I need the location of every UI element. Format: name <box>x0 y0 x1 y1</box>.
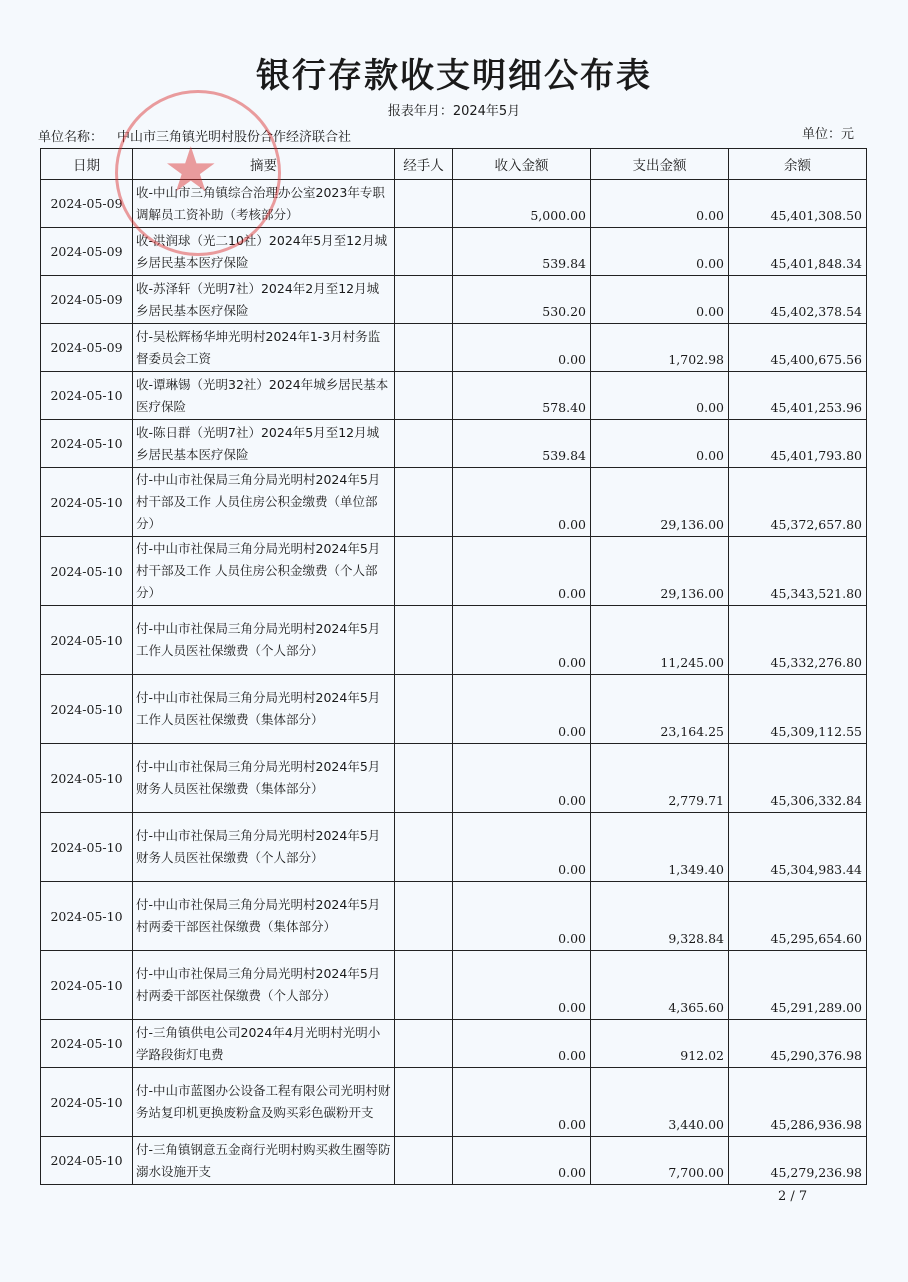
expense-cell: 0.00 <box>591 372 729 420</box>
income-cell: 539.84 <box>453 228 591 276</box>
handler-cell <box>395 606 453 675</box>
table-row <box>41 420 867 468</box>
expense-cell: 912.02 <box>591 1020 729 1068</box>
header-expense: 支出金额 <box>591 149 729 180</box>
summary-cell: 付-中山市蓝图办公设备工程有限公司光明村财务站复印机更换废粉盒及购买彩色碳粉开支 <box>133 1068 395 1137</box>
date-cell: 2024-05-10 <box>41 675 133 744</box>
handler-cell <box>395 1020 453 1068</box>
expense-cell: 29,136.00 <box>591 537 729 606</box>
date-cell: 2024-05-09 <box>41 180 133 228</box>
org-name-line <box>38 126 351 145</box>
expense-cell: 7,700.00 <box>591 1137 729 1185</box>
income-cell: 0.00 <box>453 537 591 606</box>
table-row <box>41 372 867 420</box>
income-cell: 0.00 <box>453 1020 591 1068</box>
table-row <box>41 606 867 675</box>
table-row <box>41 1137 867 1185</box>
handler-cell <box>395 180 453 228</box>
handler-cell <box>395 468 453 537</box>
income-cell: 0.00 <box>453 813 591 882</box>
date-cell: 2024-05-10 <box>41 951 133 1020</box>
expense-cell: 0.00 <box>591 420 729 468</box>
expense-cell: 29,136.00 <box>591 468 729 537</box>
expense-cell: 0.00 <box>591 276 729 324</box>
date-cell: 2024-05-10 <box>41 1020 133 1068</box>
summary-cell: 收-中山市三角镇综合治理办公室2023年专职调解员工资补助（考核部分） <box>133 180 395 228</box>
table-row <box>41 1068 867 1137</box>
balance-cell: 45,401,308.50 <box>729 180 867 228</box>
summary-cell: 付-三角镇钢意五金商行光明村购买救生圈等防溺水设施开支 <box>133 1137 395 1185</box>
expense-cell: 2,779.71 <box>591 744 729 813</box>
balance-cell: 45,295,654.60 <box>729 882 867 951</box>
currency-unit: 单位：元 <box>801 127 854 142</box>
star-icon: ★ <box>163 133 219 206</box>
date-cell: 2024-05-10 <box>41 1068 133 1137</box>
handler-cell <box>395 951 453 1020</box>
balance-cell: 45,332,276.80 <box>729 606 867 675</box>
table-row <box>41 882 867 951</box>
header-handler: 经手人 <box>395 149 453 180</box>
balance-cell: 45,290,376.98 <box>729 1020 867 1068</box>
balance-cell: 45,304,983.44 <box>729 813 867 882</box>
header-summary: 摘要 <box>133 149 395 180</box>
date-cell: 2024-05-10 <box>41 1137 133 1185</box>
table-row <box>41 276 867 324</box>
date-cell: 2024-05-10 <box>41 813 133 882</box>
table-row <box>41 324 867 372</box>
page-number: 2 / 7 <box>778 1189 808 1204</box>
date-cell: 2024-05-10 <box>41 468 133 537</box>
date-cell: 2024-05-10 <box>41 744 133 813</box>
balance-cell: 45,402,378.54 <box>729 276 867 324</box>
balance-cell: 45,279,236.98 <box>729 1137 867 1185</box>
date-cell: 2024-05-10 <box>41 420 133 468</box>
header-balance: 余额 <box>729 149 867 180</box>
income-cell: 0.00 <box>453 606 591 675</box>
table-row <box>41 537 867 606</box>
table-row <box>41 744 867 813</box>
summary-cell: 收-谭琳锡（光明32社）2024年城乡居民基本医疗保险 <box>133 372 395 420</box>
date-cell: 2024-05-09 <box>41 228 133 276</box>
date-cell: 2024-05-10 <box>41 372 133 420</box>
balance-cell: 45,309,112.55 <box>729 675 867 744</box>
summary-cell: 付-中山市社保局三角分局光明村2024年5月村两委干部医社保缴费（集体部分） <box>133 882 395 951</box>
handler-cell <box>395 228 453 276</box>
balance-cell: 45,291,289.00 <box>729 951 867 1020</box>
summary-cell: 收-洪润球（光二10社）2024年5月至12月城乡居民基本医疗保险 <box>133 228 395 276</box>
org-label: 单位名称： <box>38 130 104 145</box>
date-cell: 2024-05-09 <box>41 276 133 324</box>
date-cell: 2024-05-10 <box>41 606 133 675</box>
income-cell: 578.40 <box>453 372 591 420</box>
income-cell: 0.00 <box>453 882 591 951</box>
summary-cell: 付-中山市社保局三角分局光明村2024年5月财务人员医社保缴费（集体部分） <box>133 744 395 813</box>
handler-cell <box>395 324 453 372</box>
transaction-table <box>40 148 867 1185</box>
header-income: 收入金额 <box>453 149 591 180</box>
summary-cell: 付-中山市社保局三角分局光明村2024年5月村干部及工作 人员住房公积金缴费（单位部分） <box>133 468 395 537</box>
summary-cell: 付-中山市社保局三角分局光明村2024年5月工作人员医社保缴费（个人部分） <box>133 606 395 675</box>
handler-cell <box>395 1068 453 1137</box>
expense-cell: 1,349.40 <box>591 813 729 882</box>
report-period: 报表年月：2024年5月 <box>387 104 521 119</box>
handler-cell <box>395 813 453 882</box>
expense-cell: 23,164.25 <box>591 675 729 744</box>
handler-cell <box>395 276 453 324</box>
balance-cell: 45,400,675.56 <box>729 324 867 372</box>
handler-cell <box>395 882 453 951</box>
expense-cell: 3,440.00 <box>591 1068 729 1137</box>
income-cell: 530.20 <box>453 276 591 324</box>
handler-cell <box>395 420 453 468</box>
income-cell: 0.00 <box>453 1137 591 1185</box>
expense-cell: 0.00 <box>591 180 729 228</box>
date-cell: 2024-05-10 <box>41 537 133 606</box>
balance-cell: 45,372,657.80 <box>729 468 867 537</box>
balance-cell: 45,286,936.98 <box>729 1068 867 1137</box>
income-cell: 0.00 <box>453 675 591 744</box>
summary-cell: 付-中山市社保局三角分局光明村2024年5月村两委干部医社保缴费（个人部分） <box>133 951 395 1020</box>
table-header-row <box>41 149 867 180</box>
balance-cell: 45,401,848.34 <box>729 228 867 276</box>
income-cell: 0.00 <box>453 744 591 813</box>
handler-cell <box>395 372 453 420</box>
table-row <box>41 180 867 228</box>
date-cell: 2024-05-10 <box>41 882 133 951</box>
summary-cell: 付-中山市社保局三角分局光明村2024年5月工作人员医社保缴费（集体部分） <box>133 675 395 744</box>
expense-cell: 11,245.00 <box>591 606 729 675</box>
org-name: 中山市三角镇光明村股份合作经济联合社 <box>117 130 352 145</box>
summary-cell: 付-三角镇供电公司2024年4月光明村光明小学路段街灯电费 <box>133 1020 395 1068</box>
table-row <box>41 1020 867 1068</box>
header-date: 日期 <box>41 149 133 180</box>
income-cell: 0.00 <box>453 468 591 537</box>
summary-cell: 收-陈日群（光明7社）2024年5月至12月城乡居民基本医疗保险 <box>133 420 395 468</box>
expense-cell: 1,702.98 <box>591 324 729 372</box>
expense-cell: 4,365.60 <box>591 951 729 1020</box>
summary-cell: 付-中山市社保局三角分局光明村2024年5月财务人员医社保缴费（个人部分） <box>133 813 395 882</box>
balance-cell: 45,343,521.80 <box>729 537 867 606</box>
income-cell: 539.84 <box>453 420 591 468</box>
summary-cell: 付-吴松辉杨华坤光明村2024年1-3月村务监督委员会工资 <box>133 324 395 372</box>
table-row <box>41 228 867 276</box>
table-row <box>41 813 867 882</box>
summary-cell: 收-苏泽轩（光明7社）2024年2月至12月城乡居民基本医疗保险 <box>133 276 395 324</box>
table-row <box>41 951 867 1020</box>
date-cell: 2024-05-09 <box>41 324 133 372</box>
table-row <box>41 468 867 537</box>
balance-cell: 45,401,793.80 <box>729 420 867 468</box>
balance-cell: 45,306,332.84 <box>729 744 867 813</box>
expense-cell: 0.00 <box>591 228 729 276</box>
table-row <box>41 675 867 744</box>
expense-cell: 9,328.84 <box>591 882 729 951</box>
handler-cell <box>395 675 453 744</box>
handler-cell <box>395 744 453 813</box>
handler-cell <box>395 537 453 606</box>
page-title: 银行存款收支明细公布表 <box>256 56 652 96</box>
summary-cell: 付-中山市社保局三角分局光明村2024年5月村干部及工作 人员住房公积金缴费（个人部分） <box>133 537 395 606</box>
income-cell: 0.00 <box>453 324 591 372</box>
income-cell: 0.00 <box>453 951 591 1020</box>
income-cell: 0.00 <box>453 1068 591 1137</box>
balance-cell: 45,401,253.96 <box>729 372 867 420</box>
income-cell: 5,000.00 <box>453 180 591 228</box>
handler-cell <box>395 1137 453 1185</box>
